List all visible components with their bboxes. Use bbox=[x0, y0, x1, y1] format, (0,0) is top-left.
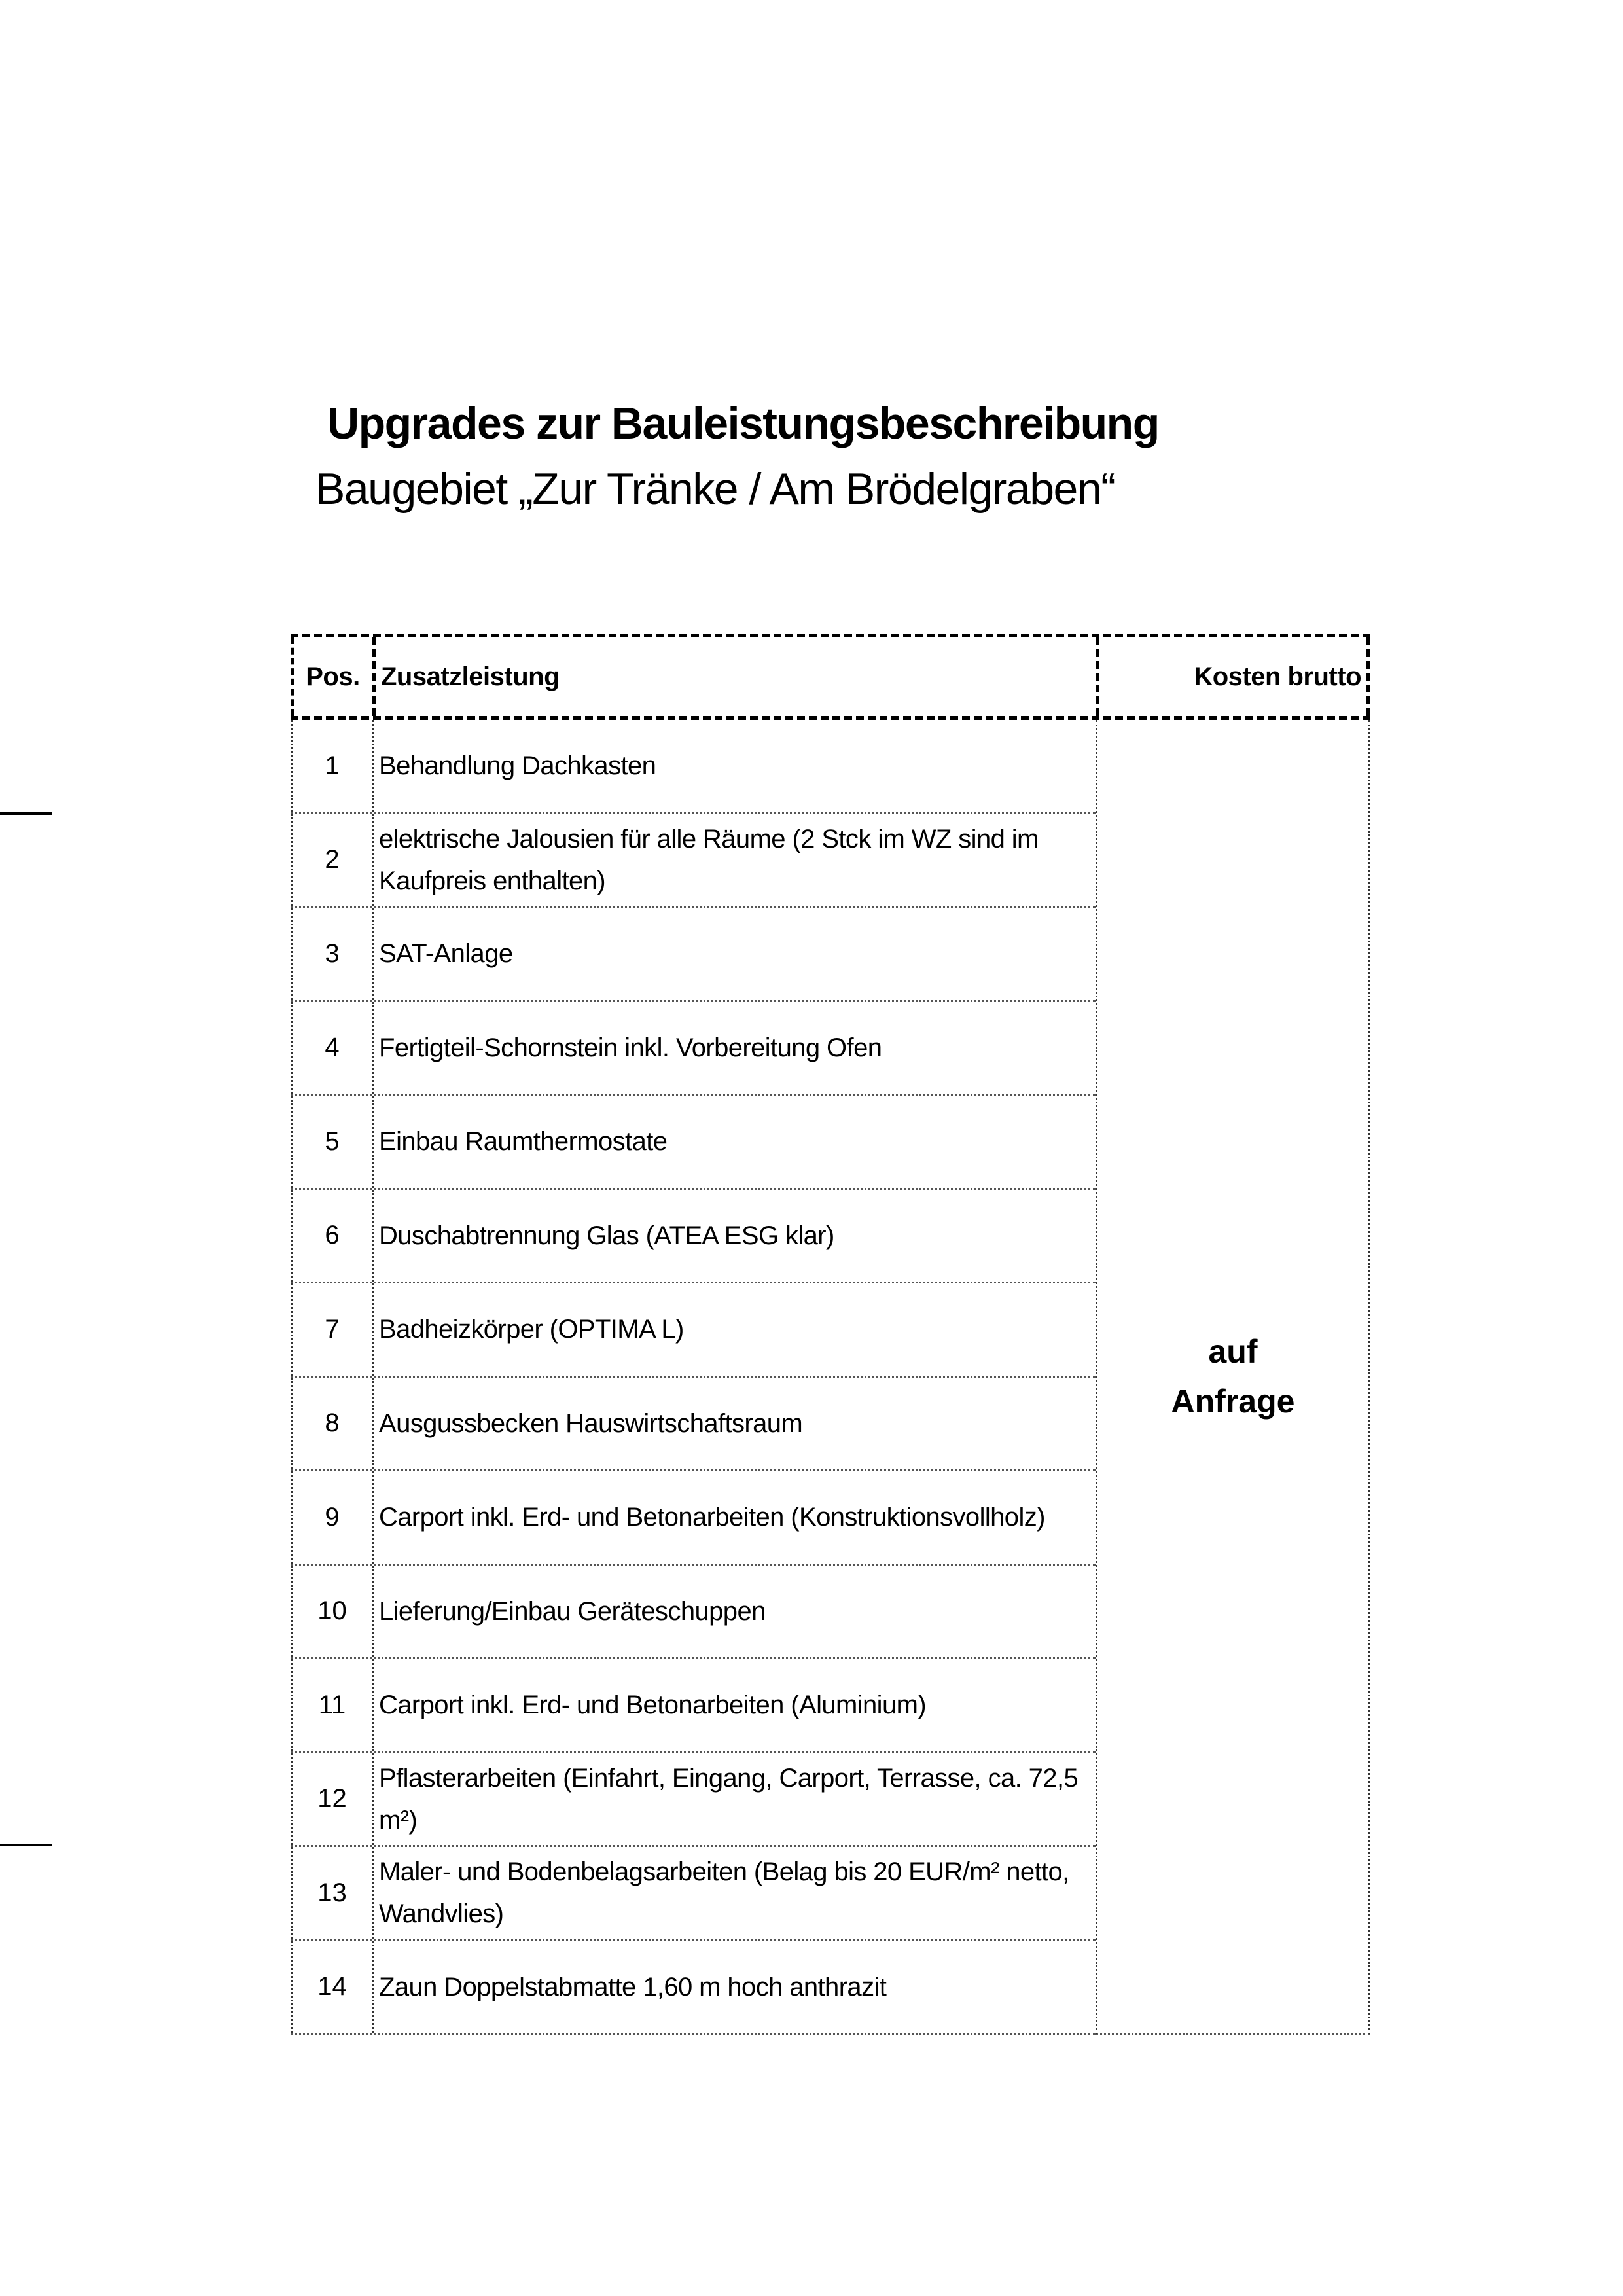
table-row bbox=[291, 1002, 1096, 1096]
table-row bbox=[291, 1190, 1096, 1284]
row-service: Lieferung/Einbau Geräteschuppen bbox=[372, 1566, 1096, 1658]
table-row bbox=[291, 1283, 1096, 1378]
row-pos: 9 bbox=[291, 1471, 372, 1564]
table-row bbox=[291, 1941, 1096, 2036]
row-service: Pflasterarbeiten (Einfahrt, Eingang, Carport, Terrasse, ca. 72,5 m²) bbox=[372, 1753, 1096, 1846]
row-service: elektrische Jalousien für alle Räume (2 Stck im WZ sind im Kaufpreis enthalten) bbox=[372, 814, 1096, 906]
row-service: Maler- und Bodenbelagsarbeiten (Belag bis 20 EUR/m² netto, Wandvlies) bbox=[372, 1847, 1096, 1939]
fold-mark-bottom bbox=[0, 1844, 52, 1846]
row-pos: 3 bbox=[291, 908, 372, 1000]
row-service: Fertigteil-Schornstein inkl. Vorbereitung Ofen bbox=[372, 1002, 1096, 1094]
row-service: Carport inkl. Erd- und Betonarbeiten (Aluminium) bbox=[372, 1659, 1096, 1751]
table-header bbox=[291, 634, 1370, 720]
upgrades-table bbox=[291, 634, 1370, 2036]
cost-line-2: Anfrage bbox=[1171, 1383, 1295, 1420]
row-service: Zaun Doppelstabmatte 1,60 m hoch anthrazit bbox=[372, 1941, 1096, 2034]
row-pos: 8 bbox=[291, 1378, 372, 1470]
table-row bbox=[291, 814, 1096, 908]
header-cost: Kosten brutto bbox=[1096, 637, 1370, 716]
row-pos: 4 bbox=[291, 1002, 372, 1094]
row-pos: 13 bbox=[291, 1847, 372, 1939]
row-service: Einbau Raumthermostate bbox=[372, 1096, 1096, 1188]
table-row bbox=[291, 720, 1096, 814]
row-pos: 12 bbox=[291, 1753, 372, 1846]
page-subtitle: Baugebiet „Zur Tränke / Am Brödelgraben“ bbox=[315, 464, 1115, 514]
table-row bbox=[291, 1753, 1096, 1848]
table-row bbox=[291, 1471, 1096, 1566]
fold-mark-top bbox=[0, 812, 52, 815]
row-service: Duschabtrennung Glas (ATEA ESG klar) bbox=[372, 1190, 1096, 1282]
table-row bbox=[291, 1659, 1096, 1753]
header-pos: Pos. bbox=[291, 637, 372, 716]
table-row bbox=[291, 1566, 1096, 1660]
row-pos: 10 bbox=[291, 1566, 372, 1658]
row-pos: 14 bbox=[291, 1941, 372, 2034]
row-pos: 7 bbox=[291, 1283, 372, 1376]
row-service: Carport inkl. Erd- und Betonarbeiten (Konstruktionsvollholz) bbox=[372, 1471, 1096, 1564]
row-service: Behandlung Dachkasten bbox=[372, 720, 1096, 812]
row-pos: 2 bbox=[291, 814, 372, 906]
cost-line-1: auf bbox=[1208, 1333, 1258, 1370]
table-rows bbox=[291, 720, 1096, 2035]
row-service: SAT-Anlage bbox=[372, 908, 1096, 1000]
table-row bbox=[291, 908, 1096, 1002]
table-row bbox=[291, 1378, 1096, 1472]
header-service: Zusatzleistung bbox=[372, 637, 1096, 716]
row-pos: 5 bbox=[291, 1096, 372, 1188]
row-service: Badheizkörper (OPTIMA L) bbox=[372, 1283, 1096, 1376]
row-service: Ausgussbecken Hauswirtschaftsraum bbox=[372, 1378, 1096, 1470]
row-pos: 6 bbox=[291, 1190, 372, 1282]
table-row bbox=[291, 1096, 1096, 1190]
table-row bbox=[291, 1847, 1096, 1941]
row-pos: 11 bbox=[291, 1659, 372, 1751]
table-body bbox=[291, 720, 1370, 2036]
row-pos: 1 bbox=[291, 720, 372, 812]
page-title: Upgrades zur Bauleistungsbeschreibung bbox=[327, 399, 1159, 448]
cost-merged-cell bbox=[1096, 720, 1370, 2035]
